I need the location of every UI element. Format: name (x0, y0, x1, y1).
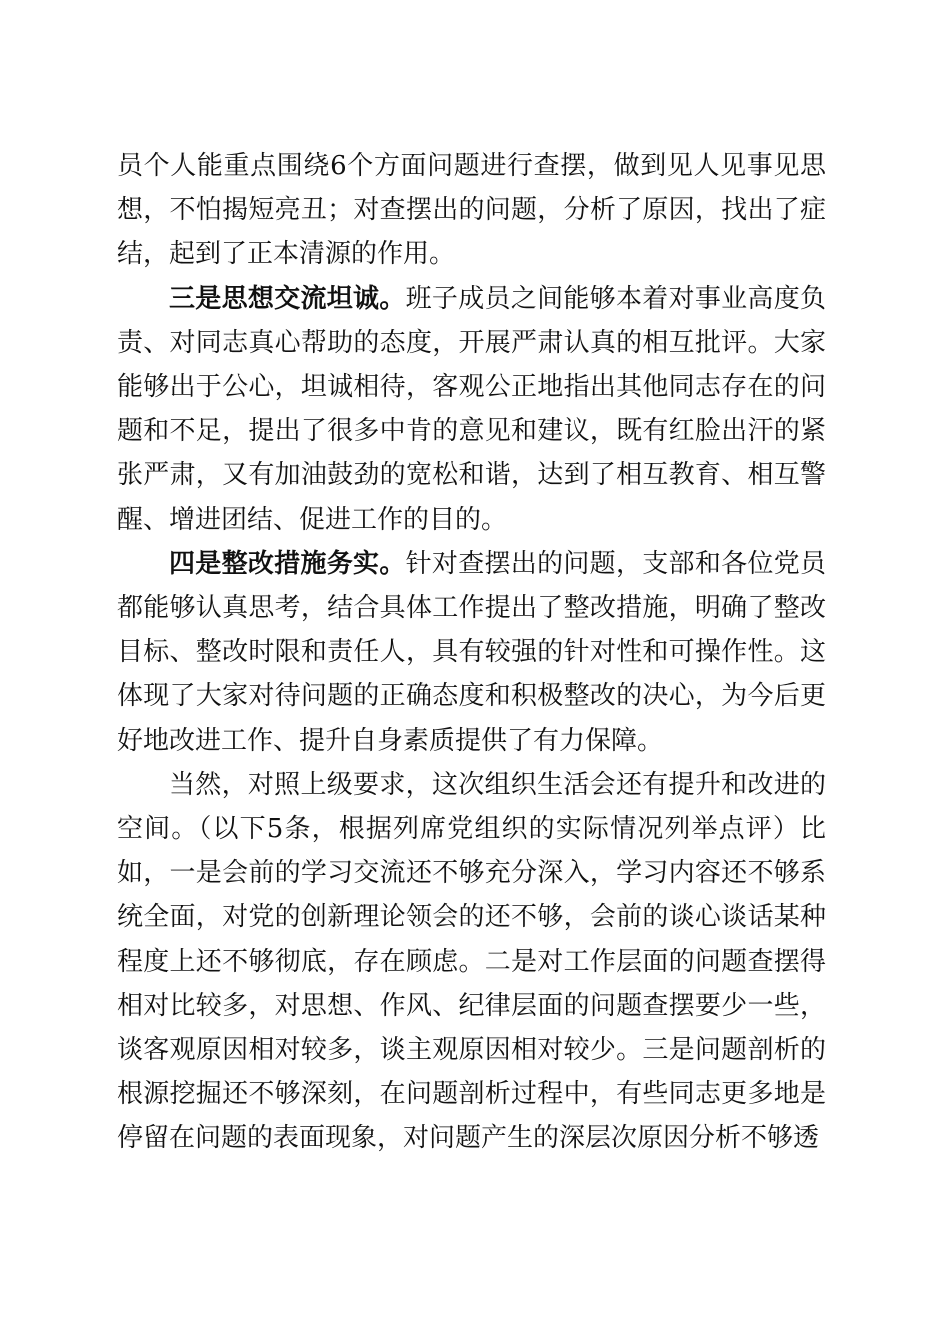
paragraph-lead-heading: 三是思想交流坦诚。 (169, 283, 406, 314)
paragraph-continuation (117, 144, 826, 277)
paragraph-lead-heading: 四是整改措施务实。 (169, 548, 406, 579)
paragraph-text: 当然，对照上级要求，这次组织生活会还有提升和改进的空间。（以下5条，根据列席党组织的实际情况列举点评）比如，一是会前的学习交流还不够充分深入，学习内容还不够系统全面，对党的创新理论领会的还不够，会前的谈心谈话某种程度上还不够彻底，存在顾虑。二是对工作层面的问题查摆得相对比较多，对思想、作风、纪律层面的问题查摆要少一些，谈客观原因相对较多，谈主观原因相对较少。三是问题剖析的根源挖掘还不够深刻，在问题剖析过程中，有些同志更多地是停留在问题的表面现象，对问题产生的深层次原因分析不够透 (117, 769, 826, 1154)
paragraph-rectification-measures (117, 542, 826, 763)
paragraph-improvement-space (117, 763, 826, 1161)
document-body (117, 144, 826, 1161)
paragraph-text: 员个人能重点围绕6个方面问题进行查摆，做到见人见事见思想，不怕揭短亮丑；对查摆出的问题，分析了原因，找出了症结，起到了正本清源的作用。 (117, 151, 826, 270)
paragraph-text: 针对查摆出的问题，支部和各位党员都能够认真思考，结合具体工作提出了整改措施，明确了整改目标、整改时限和责任人，具有较强的针对性和可操作性。这体现了大家对待问题的正确态度和积极整改的决心，为今后更好地改进工作、提升自身素质提供了有力保障。 (117, 548, 826, 756)
paragraph-text: 班子成员之间能够本着对事业高度负责、对同志真心帮助的态度，开展严肃认真的相互批评。大家能够出于公心，坦诚相待，客观公正地指出其他同志存在的问题和不足，提出了很多中肯的意见和建议，既有红脸出汗的紧张严肃，又有加油鼓劲的宽松和谐，达到了相互教育、相互警醒、增进团结、促进工作的目的。 (117, 283, 826, 535)
paragraph-ideas-exchange (117, 277, 826, 542)
